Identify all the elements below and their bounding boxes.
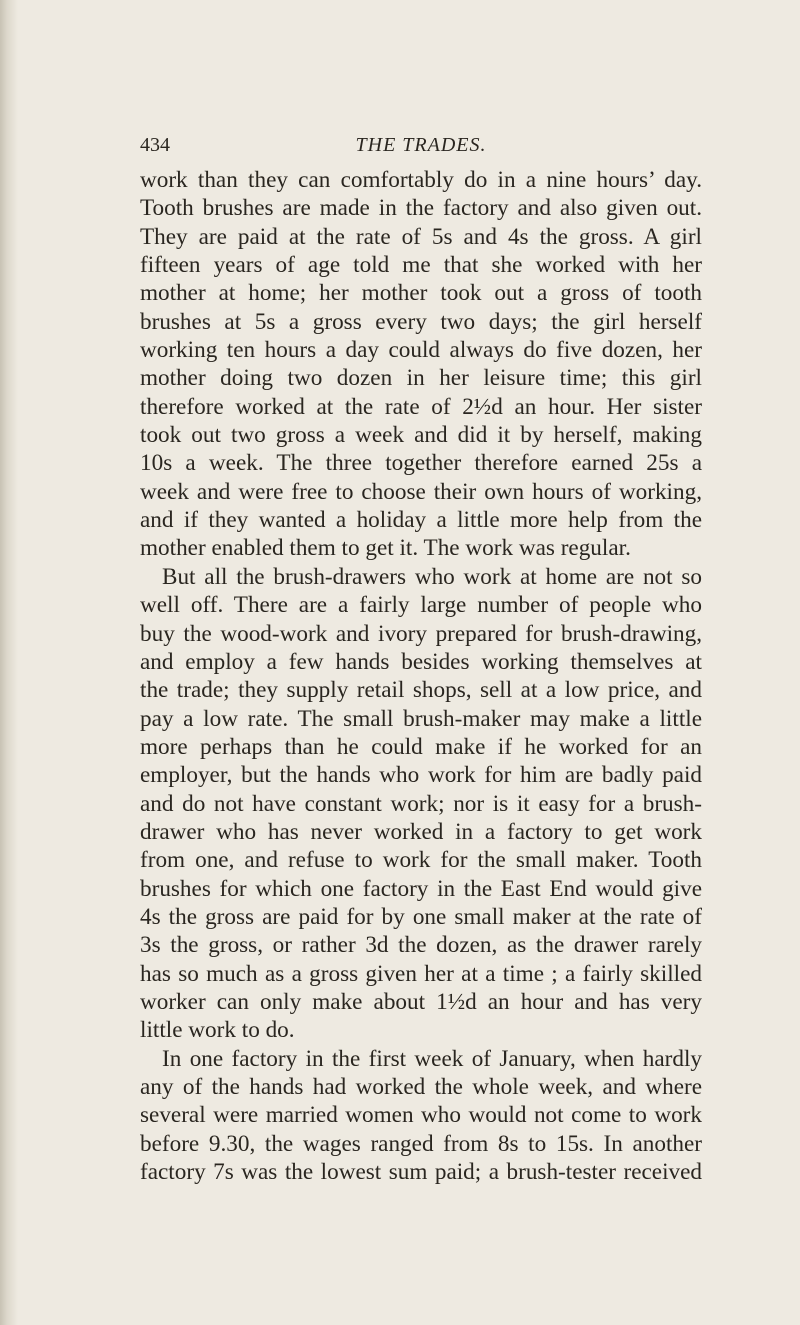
text-line: therefore worked at the rate of 2½d an hour. Her sister [140, 393, 702, 420]
text-line: week and were free to choose their own hours of working, [140, 478, 702, 505]
text-line: worker can only make about 1½d an hour and has very [140, 988, 702, 1015]
text-line: took out two gross a week and did it by herself, making [140, 422, 702, 449]
text-line: and employ a few hands besides working themselves at [140, 648, 702, 675]
text-line: working ten hours a day could always do five dozen, her [140, 337, 702, 364]
text-line: before 9.30, the wages ranged from 8s to 15s. In another [140, 1130, 702, 1157]
text-line: little work to do. [140, 1017, 295, 1044]
page-number: 434 [140, 134, 170, 156]
text-line: 4s the gross are paid for by one small maker at the rate of [140, 903, 702, 930]
text-line: mother enabled them to get it. The work was regular. [140, 535, 631, 562]
text-line: from one, and refuse to work for the small maker. Tooth [140, 847, 702, 874]
text-line: buy the wood-work and ivory prepared for brush-drawing, [140, 620, 702, 647]
text-line: pay a low rate. The small brush-maker may make a little [140, 705, 702, 732]
running-title: THE TRADES. [355, 134, 487, 156]
text-line: But all the brush-drawers who work at home are not so [162, 563, 702, 590]
text-line: They are paid at the rate of 5s and 4s the gross. A girl [140, 223, 702, 250]
text-line: employer, but the hands who work for him are badly paid [140, 762, 702, 789]
binding-shadow [0, 0, 18, 1325]
text-line: brushes at 5s a gross every two days; the girl herself [140, 308, 702, 335]
text-line: 3s the gross, or rather 3d the dozen, as the drawer rarely [140, 932, 702, 959]
text-line: well off. There are a fairly large number of people who [140, 592, 702, 619]
text-line: mother at home; her mother took out a gross of tooth [140, 280, 702, 307]
text-line: fifteen years of age told me that she worked with her [140, 252, 702, 279]
text-line: several were married women who would not come to work [140, 1102, 702, 1129]
text-line: drawer who has never worked in a factory to get work [140, 818, 702, 845]
text-line: brushes for which one factory in the East End would give [140, 875, 702, 902]
text-line: work than they can comfortably do in a nine hours’ day. [140, 167, 702, 193]
text-line: and do not have constant work; nor is it easy for a brush- [140, 790, 702, 817]
text-line: any of the hands had worked the whole week, and where [140, 1074, 702, 1100]
text-line: In one factory in the first week of January, when hardly [162, 1045, 702, 1072]
text-line: Tooth brushes are made in the factory and also given out. [140, 195, 702, 222]
page-header [140, 134, 702, 162]
body-text [140, 166, 702, 1186]
text-line: factory 7s was the lowest sum paid; a brush-tester received [140, 1159, 702, 1186]
text-line: mother doing two dozen in her leisure time; this girl [140, 365, 702, 392]
text-line: more perhaps than he could make if he worked for an [140, 733, 702, 760]
text-line: has so much as a gross given her at a time ; a fairly skilled [140, 960, 702, 987]
text-line: and if they wanted a holiday a little more help from the [140, 507, 702, 534]
text-line: 10s a week. The three together therefore earned 25s a [140, 450, 702, 477]
text-line: the trade; they supply retail shops, sell at a low price, and [140, 677, 702, 704]
